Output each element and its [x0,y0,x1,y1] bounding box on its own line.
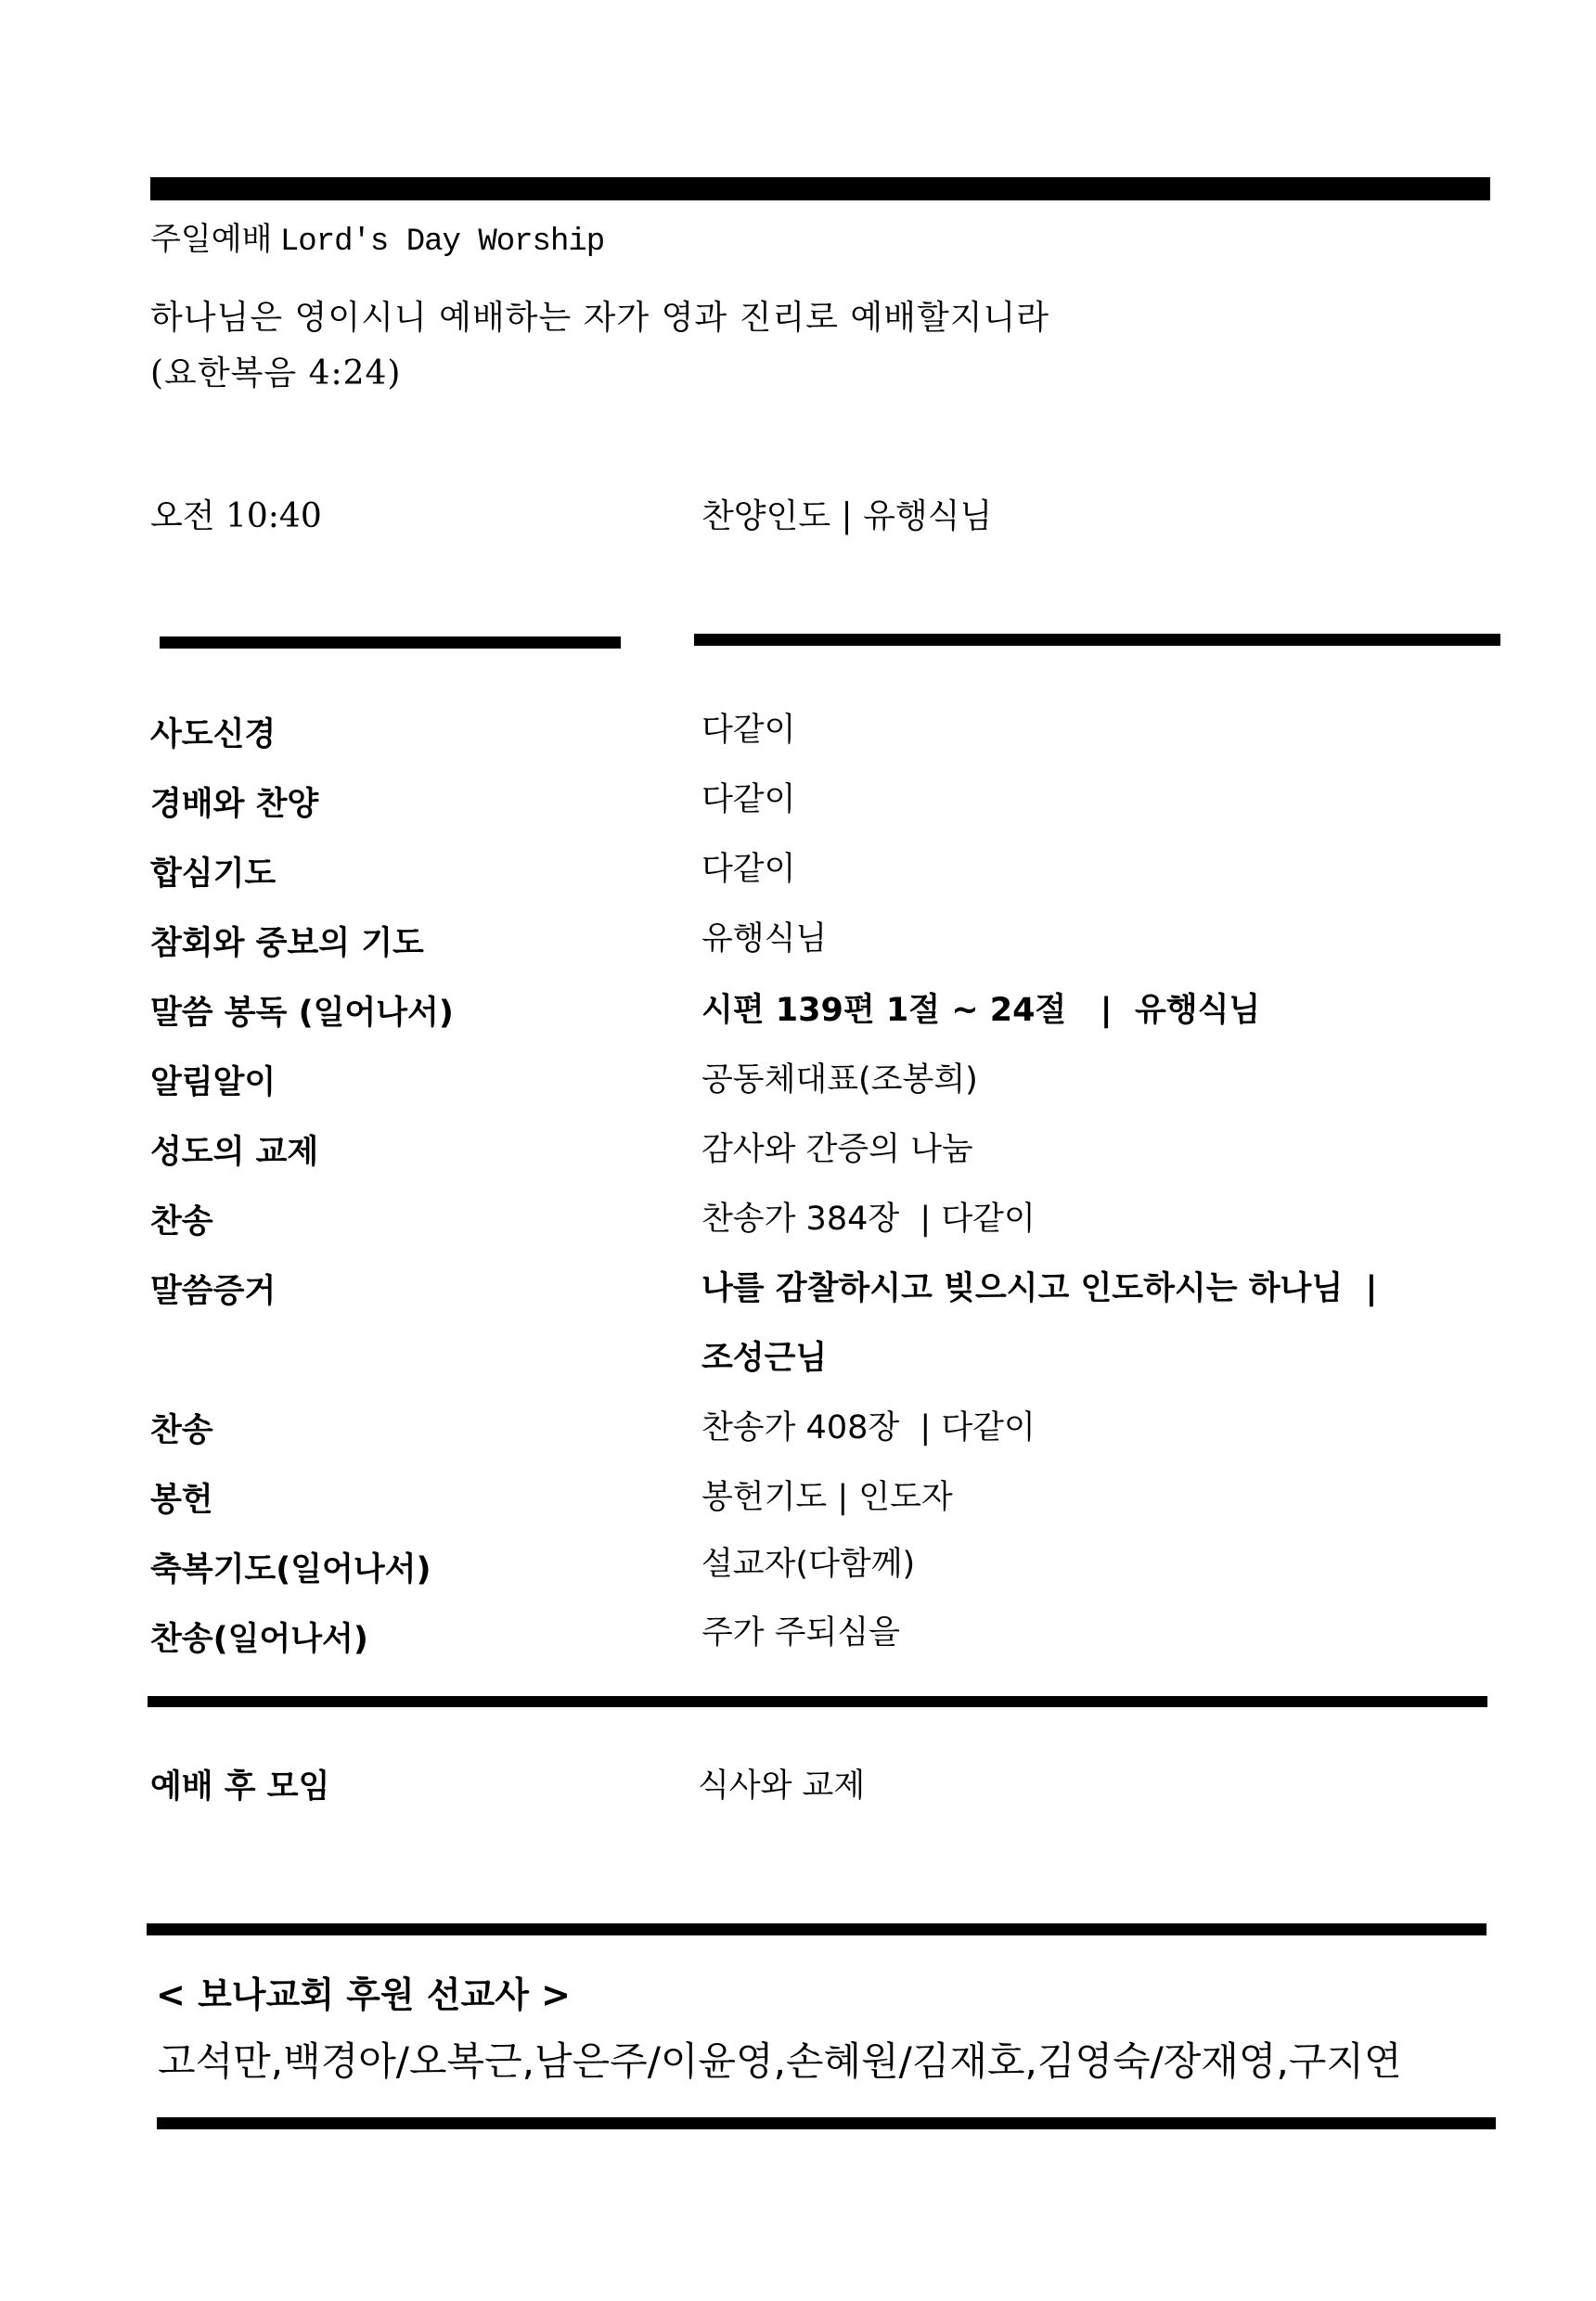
order-item-value: 설교자(다함께) [701,1546,916,1583]
order-item-value: 공동체대표(조봉희) [701,1061,978,1099]
missionaries-top-rule [147,1923,1487,1935]
title-english: Lord's Day Worship [279,225,605,260]
order-item-label: 알림알이 [150,1064,277,1101]
order-item-label: 사도신경 [150,716,277,753]
missionaries-heading: < 보나교회 후원 선교사 > [156,1974,571,2015]
verse-reference: (요한복음 4:24) [150,354,402,392]
after-service-value: 식사와 교제 [698,1768,866,1805]
order-item-label: 성도의 교제 [150,1134,319,1171]
service-time: 오전 10:40 [150,497,322,535]
order-item-label: 찬송(일어나서) [150,1621,368,1658]
order-item-value: 찬송가 384장 | 다같이 [701,1201,1036,1238]
order-item-value: 시편 139편 1절 ~ 24절 | 유행식님 [701,992,1261,1029]
order-item-value: 봉헌기도 | 인도자 [701,1479,953,1516]
order-item-label: 봉헌 [150,1482,213,1519]
after-service-label: 예배 후 모임 [150,1768,330,1806]
order-item-value: 나를 감찰하시고 빚으시고 인도하시는 하나님 | [701,1270,1378,1307]
order-end-rule [148,1696,1487,1707]
title-korean: 주일예배 [150,221,273,258]
order-item-label: 찬송 [150,1412,213,1449]
order-item-value: 유행식님 [701,920,828,958]
order-item-label: 말씀증거 [150,1273,277,1310]
order-item-value: 다같이 [701,712,796,749]
worship-leader: 찬양인도 | 유행식님 [701,497,993,535]
order-item-value: 찬송가 408장 | 다같이 [701,1409,1036,1446]
top-rule [150,177,1490,200]
order-item-value-continued: 조성근님 [701,1340,828,1377]
page-title [150,221,604,261]
missionaries-bottom-rule [157,2117,1496,2129]
right-section-rule [694,634,1500,646]
verse-text: 하나님은 영이시니 예배하는 자가 영과 진리로 예배할지니라 [150,299,1050,337]
order-item-label: 참회와 중보의 기도 [150,925,424,962]
order-item-label: 축복기도(일어나서) [150,1551,431,1588]
left-section-rule [160,636,621,649]
order-item-value: 감사와 간증의 나눔 [701,1131,973,1168]
order-item-value: 주가 주되심을 [701,1614,900,1652]
order-item-label: 경배와 찬양 [150,786,319,823]
scripture-verse [150,290,1049,402]
order-item-label: 말씀 봉독 (일어나서) [150,995,454,1032]
order-item-label: 합심기도 [150,855,277,893]
order-item-value: 다같이 [701,851,796,888]
order-item-label: 찬송 [150,1203,213,1240]
missionaries-names: 고석만,백경아/오복근,남은주/이윤영,손혜원/김재호,김영숙/장재영,구지연 [158,2038,1402,2084]
order-item-value: 다같이 [701,781,796,818]
